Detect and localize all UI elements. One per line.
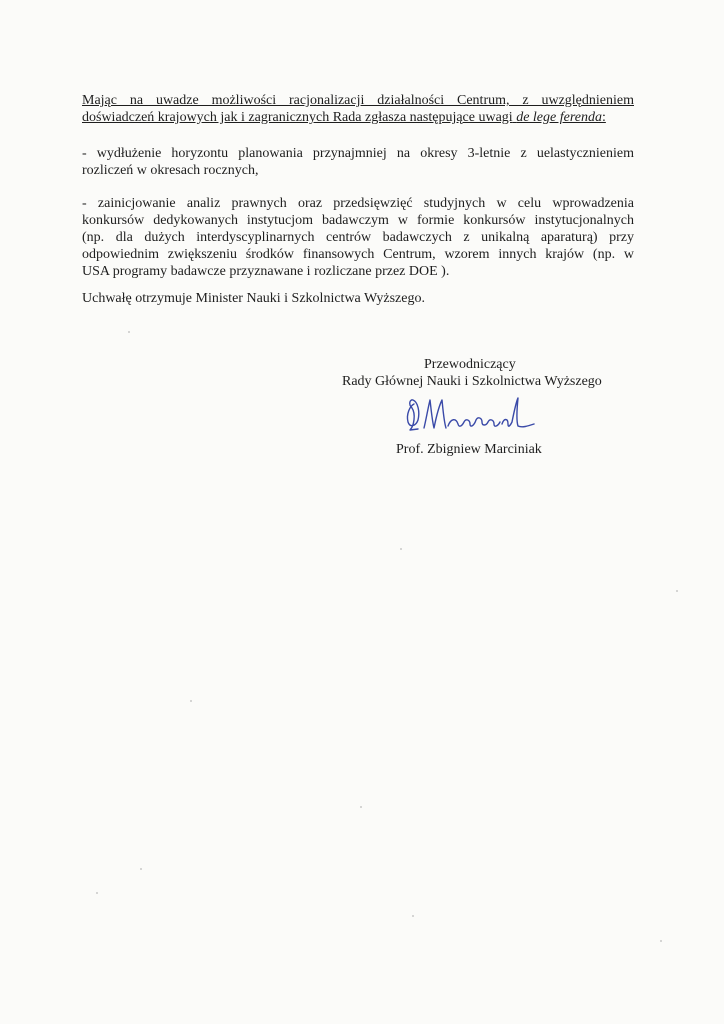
de-lege-ferenda: de lege ferenda [516,110,602,125]
handwritten-signature [404,392,554,438]
scan-speck [190,700,192,702]
recommendation-1-line-2: rozliczeń w okresach rocznych, [82,163,259,178]
signatory-title-line-2: Rady Głównej Nauki i Szkolnictwa Wyższego [342,374,602,389]
scan-speck [140,868,142,870]
recommendation-2 [82,195,634,280]
recipient-paragraph [82,290,634,307]
recommendation-2-line-5: USA programy badawcze przyznawane i rozliczane przez DOE ). [82,264,450,279]
intro-paragraph [82,92,634,126]
scan-speck [360,806,362,808]
recommendation-2-line-3: (np. dla dużych interdyscyplinarnych centrów badawczych z unikalną aparaturą) przy [82,230,634,245]
scan-speck [400,548,402,550]
scan-speck [128,331,130,333]
signer-name: Prof. Zbigniew Marciniak [396,442,542,457]
intro-line-2 [82,109,634,126]
recommendation-1-line-1: - wydłużenie horyzontu planowania przynajmniej na okresy 3-letnie z uelastycznieniem [82,146,634,161]
recommendation-1 [82,145,634,179]
recommendation-2-line-2: konkursów dedykowanych instytucjom badawczym w formie konkursów instytucjonalnych [82,213,634,228]
intro-line-1: Mając na uwadze możliwości racjonalizacji działalności Centrum, z uwzględnieniem [82,93,634,108]
recommendation-2-line-1: - zainicjowanie analiz prawnych oraz przedsięwzięć studyjnych w celu wprowadzenia [82,196,634,211]
recommendation-2-line-4: odpowiednim zwiększeniu środków finansowych Centrum, wzorem innych krajów (np. w [82,247,634,262]
scan-speck [412,915,414,917]
recipient-line: Uchwałę otrzymuje Minister Nauki i Szkolnictwa Wyższego. [82,291,425,306]
scan-speck [676,590,678,592]
scan-speck [660,940,662,942]
scan-speck [96,892,98,894]
intro-line-2-end: : [601,110,606,125]
signatory-title-line-1: Przewodniczący [424,357,516,372]
intro-line-2-text: doświadczeń krajowych jak i zagranicznych Rada zgłasza następujące uwagi [82,110,513,125]
